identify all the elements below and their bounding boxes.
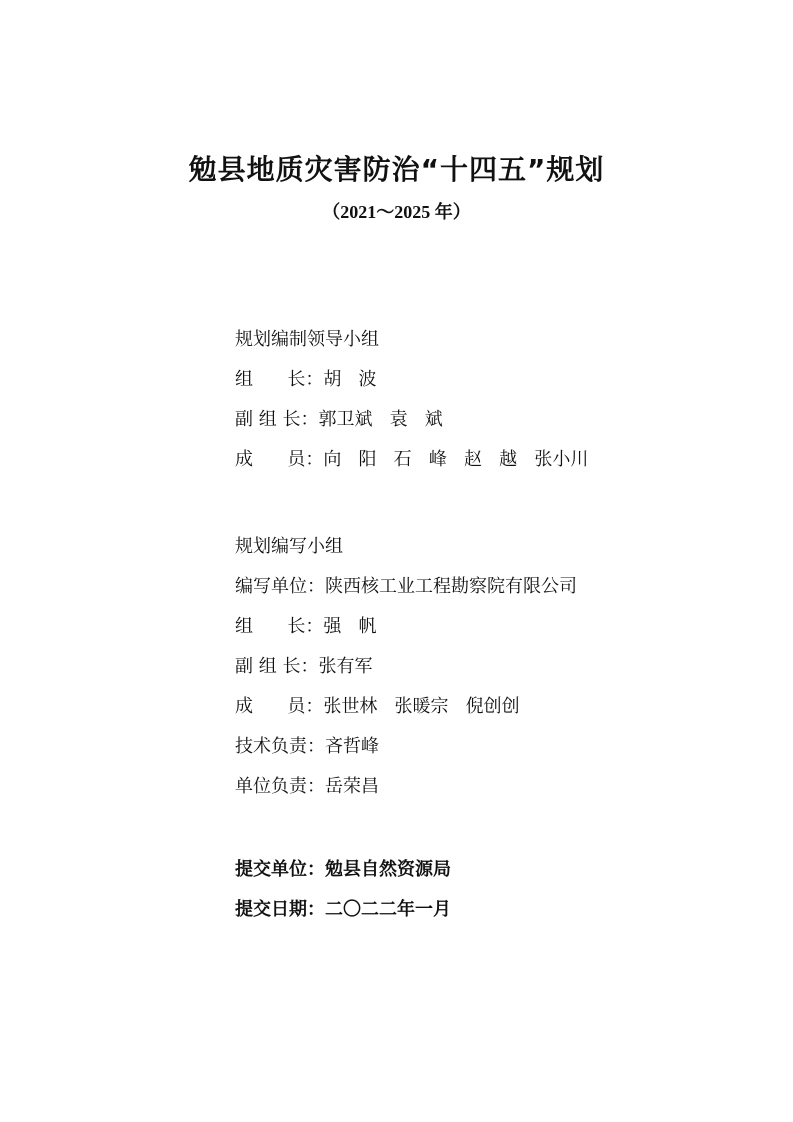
submission-date-value: 二〇二二年一月 xyxy=(325,899,451,920)
writing-unit-lead-value: 岳荣昌 xyxy=(325,776,379,797)
writing-leader-value: 强 帆 xyxy=(323,616,377,637)
writing-row-unit xyxy=(235,573,755,601)
writing-leader-label: 组 长： xyxy=(235,616,324,637)
writing-row-deputy xyxy=(235,653,755,681)
writing-row-members xyxy=(235,693,755,721)
writing-members-label: 成 员： xyxy=(235,696,324,717)
submission-date-label: 提交日期： xyxy=(235,899,325,920)
writing-deputy-label: 副 组 长： xyxy=(235,656,319,677)
writing-row-unit-lead xyxy=(235,773,755,801)
document-subtitle: （2021～2025 年） xyxy=(322,202,471,222)
writing-group-heading: 规划编写小组 xyxy=(235,536,343,557)
leadership-row-deputy xyxy=(235,406,755,434)
leadership-row-members xyxy=(235,446,755,474)
submission-unit-value: 勉县自然资源局 xyxy=(325,859,451,880)
writing-unit-lead-label: 单位负责： xyxy=(235,776,325,797)
leadership-deputy-value: 郭卫斌 袁 斌 xyxy=(318,409,443,430)
writing-members-value: 张世林 张暖宗 倪创创 xyxy=(323,696,520,717)
submission-section xyxy=(235,856,755,936)
writing-unit-label: 编写单位： xyxy=(235,576,325,597)
document-title: 勉县地质灾害防治“十四五”规划 xyxy=(188,153,605,186)
leadership-group-section xyxy=(235,326,755,486)
leadership-group-heading: 规划编制领导小组 xyxy=(235,329,379,350)
leadership-members-label: 成 员： xyxy=(235,449,324,470)
writing-row-leader xyxy=(235,613,755,641)
submission-row-unit xyxy=(235,856,755,884)
leadership-leader-value: 胡 波 xyxy=(323,369,377,390)
leadership-row-leader xyxy=(235,366,755,394)
leadership-members-value: 向 阳 石 峰 赵 越 张小川 xyxy=(323,449,589,470)
leadership-deputy-label: 副 组 长： xyxy=(235,409,319,430)
writing-group-section xyxy=(235,533,755,813)
writing-unit-value: 陕西核工业工程勘察院有限公司 xyxy=(325,576,577,597)
leadership-leader-label: 组 长： xyxy=(235,369,324,390)
submission-row-date xyxy=(235,896,755,924)
writing-deputy-value: 张有军 xyxy=(318,656,373,677)
writing-tech-lead-label: 技术负责： xyxy=(235,736,325,757)
writing-row-tech-lead xyxy=(235,733,755,761)
submission-unit-label: 提交单位： xyxy=(235,859,325,880)
writing-tech-lead-value: 吝哲峰 xyxy=(325,736,379,757)
